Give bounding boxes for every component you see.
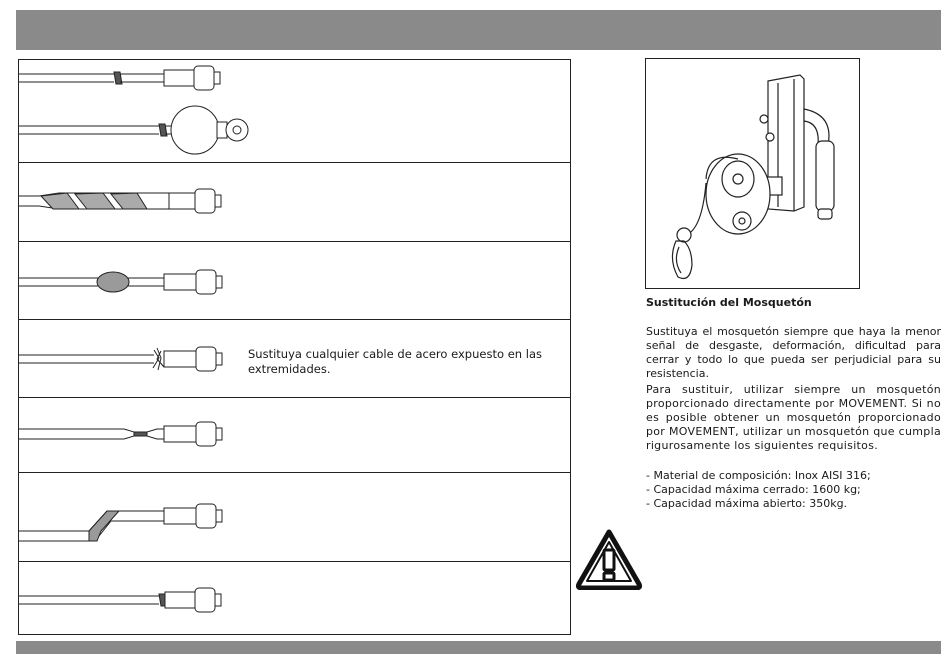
cable-row-unraveled [19, 163, 570, 242]
cable-unraveled-illustration [19, 163, 572, 242]
section-title: Sustitución del Mosquetón [646, 296, 812, 309]
header-band [16, 10, 941, 50]
cable-bent-illustration [19, 473, 572, 562]
requirement-open-capacity: - Capacidad máxima abierto: 350kg. [646, 497, 848, 510]
cable-replacement-note: Sustituya cualquier cable de acero expuesto en las extremidades. [248, 347, 542, 376]
requirement-closed-capacity: - Capacidad máxima cerrado: 1600 kg; [646, 483, 861, 496]
cable-damage-table [18, 59, 571, 635]
cable-broken-illustration [19, 562, 572, 636]
warning-triangle-icon [575, 528, 643, 594]
paragraph-2: Para sustituir, utilizar siempre un mosquetón proporcionado directamente por MOVEMENT. Si no es posible obtener un mosquetón proporcionado por MOVEMENT, utilizar un mosquetón que cumpla rigurosamente los siguientes requisitos. [646, 383, 941, 452]
cable-row-broken [19, 562, 570, 636]
cable-necked-illustration [19, 398, 572, 473]
cable-row-bulge [19, 242, 570, 320]
cable-row-frayed [19, 320, 570, 398]
cable-row-bent [19, 473, 570, 562]
cable-bulge-illustration [19, 242, 572, 320]
cable-row-kink [19, 60, 570, 163]
cable-row-necked [19, 398, 570, 473]
requirements-list [646, 469, 941, 511]
paragraph-1: Sustituya el mosquetón siempre que haya la menor señal de desgaste, deformación, dificultad para cerrar y todo lo que pueda ser perjudicial para su resistencia. [646, 325, 941, 380]
cable-kink-illustration [19, 60, 572, 163]
requirement-material: - Material de composición: Inox AISI 316; [646, 469, 871, 482]
carabiner-diagram [645, 58, 860, 289]
pulley-carabiner-illustration [646, 59, 861, 290]
footer-band [16, 641, 941, 654]
